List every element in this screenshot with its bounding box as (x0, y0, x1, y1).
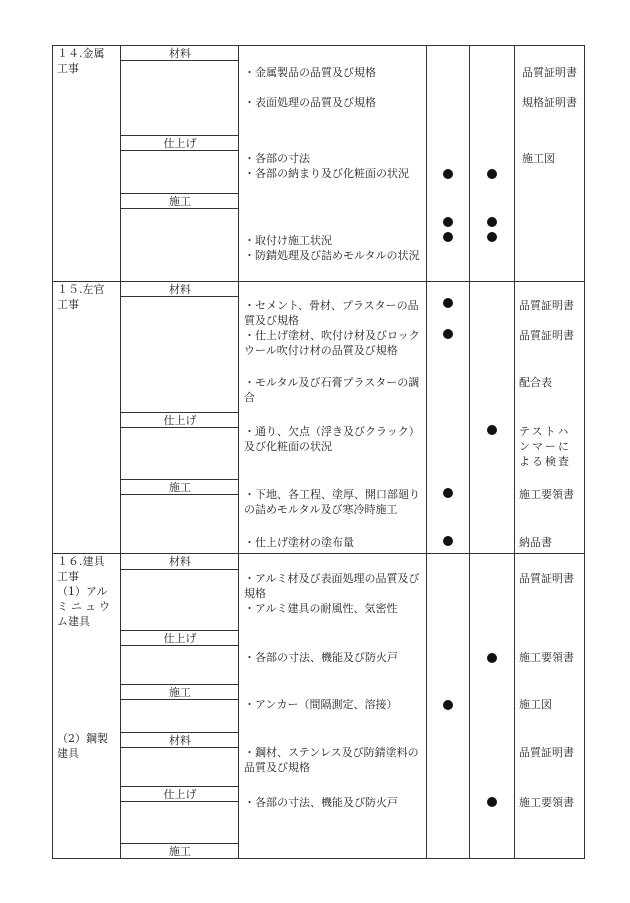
mark-dot (487, 169, 497, 179)
row-label-construction: 施工 (169, 195, 191, 208)
doc-item: 品質証明書 (519, 329, 574, 342)
check-item: ・仕上げ塗材の塗布量 (244, 536, 354, 549)
check-item: ・各部の寸法、機能及び防火戸 (244, 651, 398, 664)
work-title-16: １６.建具 (57, 555, 105, 568)
check-item: ・通り、欠点（浮き及びクラック）及び化粧面の状況 (244, 425, 420, 453)
work-subtitle-aluminum-2: ミニュウ (57, 600, 113, 613)
check-item: ・鋼材、ステンレス及び防錆塗料の品質及び規格 (244, 746, 419, 774)
work-title-14: １４.金属 (57, 47, 105, 60)
doc-item: 品質証明書 (519, 746, 574, 759)
mark-dot (443, 169, 453, 179)
mark-dot (443, 217, 453, 227)
check-item: ・各部の寸法、機能及び防火戸 (244, 796, 398, 809)
mark-dot (443, 298, 453, 308)
work-title-15-sub: 工事 (57, 298, 79, 311)
check-item: ・セメント、骨材、プラスターの品質及び規格 (244, 299, 419, 327)
doc-item: 施工要領書 (519, 488, 574, 501)
row-label-materials: 材料 (169, 734, 191, 747)
work-subtitle-steel-2: 建具 (57, 747, 79, 760)
mark-dot (487, 232, 497, 242)
doc-item: 規格証明書 (522, 96, 577, 109)
row-label-materials: 材料 (169, 555, 191, 568)
mark-dot (443, 488, 453, 498)
row-label-finish: 仕上げ (163, 632, 197, 645)
work-subtitle-aluminum: （1）アル (57, 585, 108, 598)
mark-dot (487, 425, 497, 435)
check-item: ・各部の寸法 (244, 152, 310, 165)
work-title-14-sub: 工事 (57, 62, 79, 75)
doc-item: 施工図 (522, 152, 555, 165)
row-label-construction: 施工 (169, 686, 191, 699)
doc-item: テストハンマーによる検査 (519, 425, 571, 468)
doc-item: 施工要領書 (519, 651, 574, 664)
doc-item: 施工要領書 (519, 796, 574, 809)
mark-dot (443, 536, 453, 546)
row-label-finish: 仕上げ (163, 137, 197, 150)
row-label-construction: 施工 (169, 481, 191, 494)
mark-dot (487, 797, 497, 807)
row-label-materials: 材料 (169, 283, 191, 296)
doc-item: 品質証明書 (522, 66, 577, 79)
doc-item: 配合表 (519, 376, 552, 389)
check-item: ・仕上げ塗材、吹付け材及びロックウール吹付け材の品質及び規格 (244, 329, 420, 357)
row-label-construction: 施工 (169, 845, 191, 858)
check-item: ・取付け施工状況 (244, 234, 332, 247)
mark-dot (443, 700, 453, 710)
work-title-15: １５.左官 (57, 283, 105, 296)
mark-dot (443, 232, 453, 242)
mark-dot (443, 329, 453, 339)
check-item: ・金属製品の品質及び規格 (244, 66, 376, 79)
doc-item: 品質証明書 (519, 572, 574, 585)
mark-dot (487, 217, 497, 227)
check-item: ・アンカー（間隔測定、溶接） (244, 698, 398, 711)
work-subtitle-aluminum-3: ム建具 (57, 615, 90, 628)
doc-item: 品質証明書 (519, 299, 574, 312)
row-label-materials: 材料 (169, 47, 191, 60)
work-title-16-sub: 工事 (57, 570, 79, 583)
check-item: ・各部の納まり及び化粧面の状況 (244, 167, 409, 180)
work-subtitle-steel: （2）鋼製 (57, 732, 108, 745)
check-item: ・防錆処理及び詰めモルタルの状況 (244, 249, 420, 262)
check-item: ・アルミ建具の耐風性、気密性 (244, 602, 398, 615)
doc-item: 施工図 (519, 698, 552, 711)
row-label-finish: 仕上げ (163, 414, 197, 427)
check-item: ・アルミ材及び表面処理の品質及び規格 (244, 572, 420, 600)
row-label-finish: 仕上げ (163, 788, 197, 801)
check-item: ・下地、各工程、塗厚、開口部廻りの詰めモルタル及び寒冷時施工 (244, 488, 420, 516)
check-item: ・表面処理の品質及び規格 (244, 96, 376, 109)
check-item: ・モルタル及び石膏プラスターの調合 (244, 376, 420, 404)
doc-item: 納品書 (519, 536, 552, 549)
mark-dot (487, 653, 497, 663)
